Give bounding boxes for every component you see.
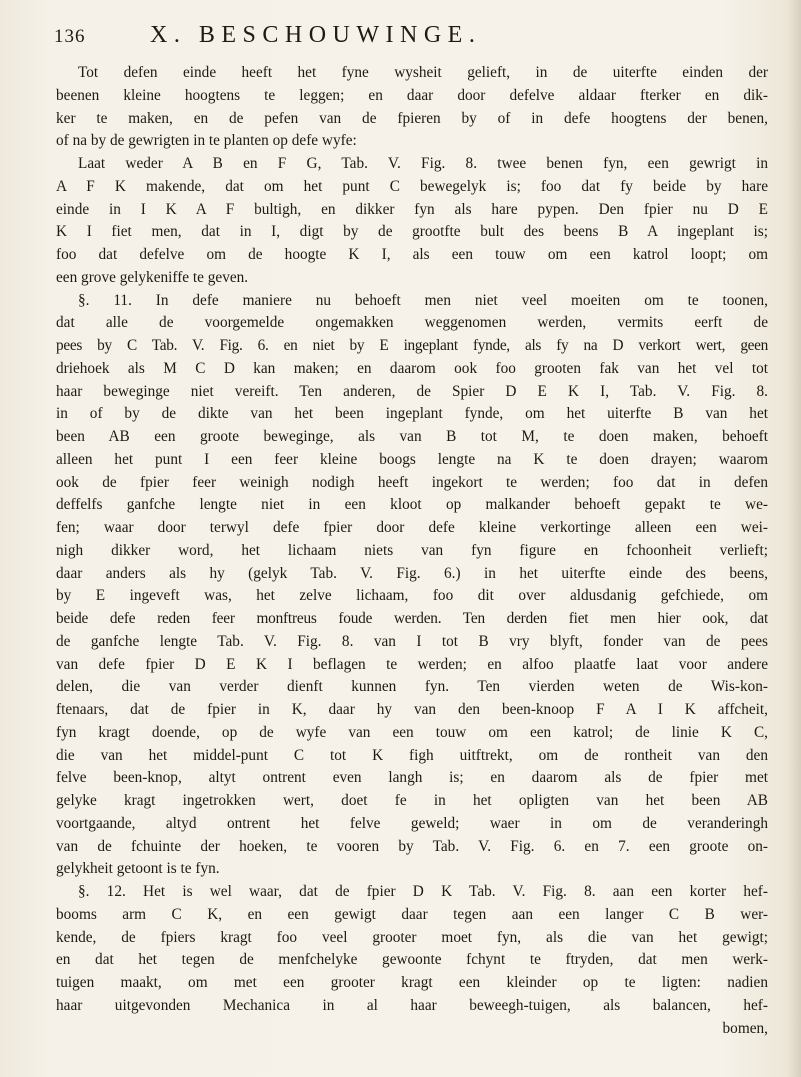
text-line: nigh dikker word, het lichaam niets van fyn figure en fchoonheit verlieft; [56, 541, 768, 559]
text-line: §. 12. Het is wel waar, dat de fpier D K Tab. V. Fig. 8. aan een korter hef- [78, 883, 768, 900]
text-line: alleen het punt I een feer kleine boogs lengte na K te doen drayen; waarom [56, 450, 768, 468]
text-line: ook de fpier feer weinigh nodigh heeft ingekort te werden; foo dat in defen [56, 473, 768, 491]
text-line: gelyke kragt ingetrokken wert, doet fe in het opligten van het been AB [56, 792, 768, 809]
text-line: foo dat defelve om de hoogte K I, als een touw om een katrol loopt; om [56, 246, 768, 263]
text-line: van de fchuinte der hoeken, te vooren by Tab. V. Fig. 6. en 7. een groote on- [56, 837, 768, 855]
text-line: K I fiet men, dat in I, digt by de grootfte bult des beens B A ingeplant is; [56, 223, 768, 241]
text-line: bomen, [722, 1019, 768, 1037]
text-line: booms arm C K, en een gewigt daar tegen aan een langer C B wer- [56, 905, 768, 923]
text-line: beenen kleine hoogtens te leggen; en daar door defelve aldaar fterker en dik- [56, 86, 768, 104]
text-line: tuigen maakt, om met een grooter kragt een kleinder op te ligten: nadien [56, 974, 768, 991]
body-text [56, 62, 768, 1040]
page-edge-shadow [787, 0, 801, 1077]
text-line: beide defe reden feer monftreus foude werden. Ten derden fiet men hier ook, dat [56, 610, 768, 627]
text-line: van defe fpier D E K I beflagen te werden; en alfoo plaatfe laat voor andere [56, 655, 768, 673]
text-line: voortgaande, altyd ontrent het felve geweld; waer in om de veranderingh [56, 814, 768, 832]
text-line: fyn kragt doende, op de wyfe van een touw om een katrol; de linie K C, [56, 723, 768, 741]
text-line: kende, de fpiers kragt foo veel grooter moet fyn, als die van het gewigt; [56, 928, 768, 946]
text-line: §. 11. In defe maniere nu behoeft men niet veel moeiten om te toonen, [78, 291, 768, 309]
text-line: haar beweginge niet vereift. Ten anderen, de Spier D E K I, Tab. V. Fig. 8. [56, 382, 768, 400]
page-number: 136 [54, 26, 86, 47]
text-line: of na by de gewrigten in te planten op defe wyfe: [56, 132, 357, 150]
text-line: dat alle de voorgemelde ongemakken weggenomen werden, vermits eerft de [56, 314, 768, 332]
text-line: en dat het tegen de menfchelyke gewoonte fchynt te ftryden, dat men werk- [56, 951, 768, 969]
text-line: by E ingeveft was, het zelve lichaam, foo dit over aldusdanig gefchiede, om [56, 587, 768, 605]
text-line: felve been-knop, altyt ontrent even langh is; en daarom als de fpier met [56, 769, 768, 787]
text-line: de ganfche lengte Tab. V. Fig. 8. van I tot B vry blyft, fonder van de pees [56, 632, 768, 650]
text-line: Laat weder A B en F G, Tab. V. Fig. 8. twee benen fyn, een gewrigt in [78, 155, 768, 172]
text-line: been AB een groote beweginge, als van B tot M, te doen maken, behoeft [56, 428, 768, 445]
running-title: X. BESCHOUWINGE. [150, 22, 482, 48]
text-line: daar anders als hy (gelyk Tab. V. Fig. 6.) in het uiterfte einde des beens, [56, 564, 768, 582]
text-line: ftenaars, dat de fpier in K, daar hy van den been-knoop F A I K affcheit, [56, 701, 768, 718]
text-line: pees by C Tab. V. Fig. 6. en niet by E ingeplant fynde, als fy na D verkort wert, geen [56, 337, 768, 354]
text-line: einde in I K A F bultigh, en dikker fyn als hare pypen. Den fpier nu D E [56, 200, 768, 218]
text-line: een grove gelykeniffe te geven. [56, 268, 249, 286]
text-line: in of by de dikte van het been ingeplant fynde, om het uiterfte B van het [56, 405, 768, 423]
text-line: driehoek als M C D kan maken; en daarom ook foo grooten fak van het vel tot [56, 359, 768, 377]
text-line: deffelfs ganfche lengte niet in een kloot op malkander behoeft gepakt te we- [56, 496, 768, 514]
text-line: Tot defen einde heeft het fyne wysheit gelieft, in de uiterfte einden der [78, 64, 768, 81]
text-line: die van het middel-punt C tot K figh uitftrekt, om de rontheit van den [56, 746, 768, 764]
running-header [54, 22, 766, 52]
text-line: gelykheit getoont is te fyn. [56, 860, 220, 878]
text-line: ker te maken, en de pefen van de fpieren by of in defe hoogtens der benen, [56, 109, 768, 127]
text-line: fen; waar door terwyl defe fpier door defe kleine verkortinge alleen een wei- [56, 519, 768, 536]
text-line: haar uitgevonden Mechanica in al haar beweegh-tuigen, als balancen, hef- [56, 996, 768, 1014]
text-line: delen, die van verder dienft kunnen fyn. Ten vierden weten de Wis-kon- [56, 678, 768, 696]
text-line: A F K makende, dat om het punt C bewegelyk is; foo dat fy beide by hare [56, 177, 768, 195]
